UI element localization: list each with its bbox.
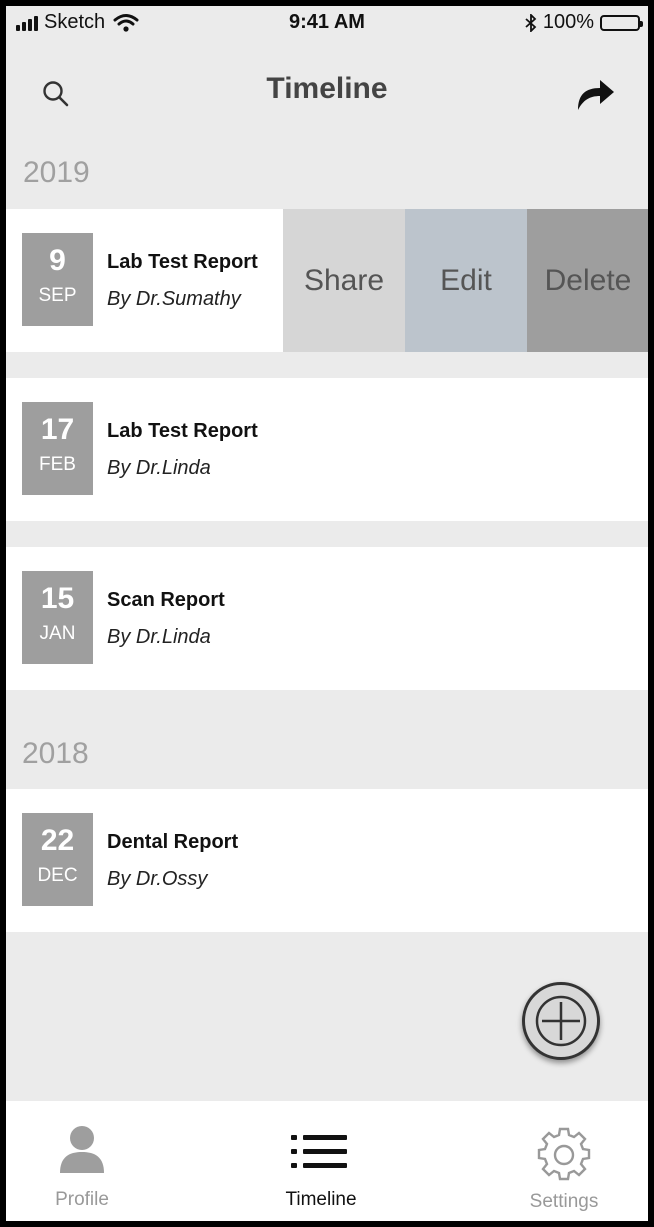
report-doctor: By Dr.Linda — [107, 457, 211, 479]
date-day: 17 — [40, 413, 75, 446]
add-report-button[interactable] — [522, 982, 600, 1060]
date-month: JAN — [39, 623, 76, 644]
report-doctor: By Dr.Linda — [107, 626, 211, 648]
date-day: 9 — [49, 244, 66, 277]
date-badge — [22, 571, 93, 664]
date-badge — [22, 233, 93, 326]
nav-bar — [6, 50, 648, 130]
date-month: SEP — [38, 285, 77, 306]
list-icon — [291, 1135, 351, 1181]
timeline-row[interactable] — [6, 547, 648, 690]
battery-percent: 100% — [542, 11, 594, 33]
timeline-row[interactable] — [6, 789, 648, 932]
date-day: 15 — [40, 582, 75, 615]
report-doctor: By Dr.Sumathy — [107, 288, 241, 310]
report-title: Dental Report — [107, 831, 239, 853]
tab-timeline[interactable] — [271, 1101, 371, 1221]
report-title: Lab Test Report — [107, 420, 258, 442]
delete-button[interactable]: Delete — [527, 209, 648, 352]
report-doctor: By Dr.Ossy — [107, 868, 208, 890]
person-icon — [57, 1123, 107, 1177]
date-month: FEB — [39, 454, 76, 475]
bluetooth-icon — [525, 14, 537, 32]
year-header: 2018 — [22, 737, 89, 770]
report-title: Scan Report — [107, 589, 225, 611]
tab-label: Profile — [55, 1189, 109, 1210]
carrier-label: Sketch — [44, 11, 106, 33]
status-time: 9:41 AM — [289, 11, 365, 33]
date-badge — [22, 813, 93, 906]
tab-bar — [6, 1101, 648, 1221]
page-title: Timeline — [266, 72, 388, 105]
status-bar — [6, 6, 648, 40]
year-header: 2019 — [23, 156, 90, 189]
plus-icon — [525, 985, 597, 1057]
timeline-row[interactable] — [6, 209, 648, 352]
tab-settings[interactable] — [514, 1101, 614, 1221]
report-title: Lab Test Report — [107, 251, 258, 273]
date-month: DEC — [37, 865, 78, 886]
date-day: 22 — [40, 824, 75, 857]
screen — [6, 6, 648, 1221]
share-arrow-icon[interactable] — [574, 74, 618, 114]
tab-label: Settings — [529, 1191, 599, 1212]
edit-button[interactable]: Edit — [405, 209, 527, 352]
battery-icon — [600, 15, 640, 31]
timeline-row[interactable] — [6, 378, 648, 521]
date-badge — [22, 402, 93, 495]
gear-icon — [534, 1125, 594, 1185]
share-button[interactable]: Share — [283, 209, 405, 352]
tab-label: Timeline — [285, 1189, 357, 1210]
tab-profile[interactable] — [32, 1101, 132, 1221]
